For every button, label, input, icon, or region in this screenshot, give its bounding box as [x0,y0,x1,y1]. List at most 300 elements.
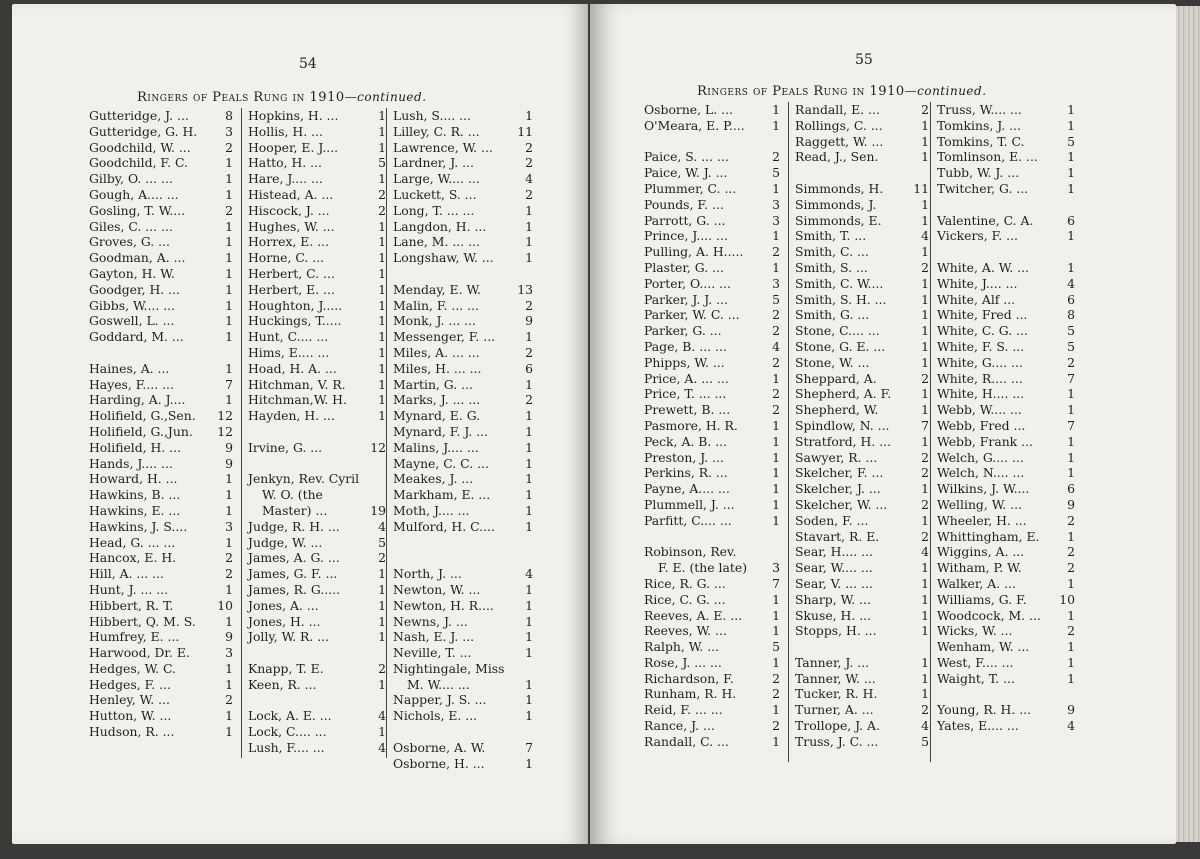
peal-count: 8 [225,108,233,123]
peal-count: 2 [1067,544,1075,560]
ringer-name: Valentine, C. A. [937,212,1034,228]
peal-count: 1 [921,133,929,149]
ringer-column-2 [788,102,929,762]
peal-count: 5 [921,733,929,749]
ringer-entry [393,629,533,645]
ringer-name: White, J.... ... [937,275,1018,291]
section-gap [937,197,1075,213]
ringer-entry [795,655,929,671]
ringer-name: Neville, T. ... [393,645,472,661]
ringer-name: Rice, C. G. ... [644,591,726,607]
ringer-entry [795,228,929,244]
peal-count: 1 [921,433,929,449]
ringer-name: White, A. W. ... [937,259,1029,275]
ringer-entry [644,671,780,687]
peal-count: 2 [772,149,780,165]
peal-count: 1 [225,676,233,692]
peal-count: 2 [921,465,929,481]
ringer-name: Hawkins, B. ... [89,487,181,503]
ringer-name: Osborne, A. W. [393,739,486,755]
ringer-entry [89,250,233,266]
ringer-entry [89,155,233,171]
ringer-name: Hiscock, J. ... [248,202,330,218]
ringer-name: Hughes, W. ... [248,218,335,234]
ringer-name: Goodchild, F. C. [89,155,188,171]
ringer-entry [795,592,929,608]
ringer-name: Hutton, W. ... [89,708,172,724]
ringer-name: Pounds, F. ... [644,196,724,212]
peal-count: 2 [772,686,780,702]
ringer-entry [644,513,780,529]
ringer-entry [644,544,780,576]
ringer-name: Plummell, J. ... [644,496,735,512]
ringer-entry [644,702,780,718]
ringer-name: Hancox, E. H. [89,550,177,566]
ringer-entry [795,134,929,150]
ringer-entry [644,149,780,165]
peal-count: 1 [378,724,386,740]
ringer-entry [248,329,386,345]
ringer-entry [248,234,386,250]
section-gap [795,639,929,655]
peal-count: 1 [921,212,929,228]
ringer-name: Houghton, J..... [248,297,343,313]
ringer-entry [89,282,233,298]
ringer-name: Hollis, H. ... [248,123,323,139]
ringer-entry [795,323,929,339]
peal-count: 1 [772,180,780,196]
ringer-entry [795,544,929,560]
ringer-name: Humfrey, E. ... [89,629,180,645]
ringer-entry [89,566,233,582]
peal-count: 1 [225,218,233,234]
ringer-name: Histead, A. ... [248,186,334,202]
ringer-name: Jones, H. ... [248,613,321,629]
peal-count: 2 [772,354,780,370]
ringer-name: Tomlinson, E. ... [937,149,1038,165]
ringer-entry [644,276,780,292]
ringer-name: Gibbs, W.... ... [89,297,176,313]
ringer-entry [795,671,929,687]
ringer-entry [644,371,780,387]
ringer-name: Lilley, C. R. ... [393,123,480,139]
peal-count: 2 [525,139,533,155]
ringer-entry [937,228,1075,244]
ringer-entry [393,234,533,250]
ringer-entry [248,740,386,756]
ringer-entry [795,465,929,481]
page-title-main: Ringers of Peals Rung in 1910 [137,90,345,105]
ringer-entry [89,724,233,740]
peal-count: 7 [1067,417,1075,433]
ringer-name: Woodcock, M. ... [937,607,1041,623]
ringer-name-continued: W. O. (the [262,487,323,503]
ringer-entry [795,686,929,702]
peal-count: 1 [525,487,533,503]
peal-count: 1 [525,597,533,613]
ringer-name: Hunt, J. ... ... [89,581,169,597]
ringer-entry [248,124,386,140]
ringer-entry [393,282,533,298]
peal-count: 5 [772,165,780,181]
ringer-name: Wilkins, J. W.... [937,481,1030,497]
ringer-entry [644,102,780,118]
ringer-name: Hare, J.... ... [248,171,323,187]
ringer-name: Simmonds, E. [795,212,882,228]
peal-count: 1 [1067,402,1075,418]
peal-count: 1 [921,670,929,686]
peal-count: 1 [772,623,780,639]
ringer-name: Sawyer, R. ... [795,449,878,465]
ringer-entry [644,402,780,418]
ringer-entry [248,708,386,724]
ringer-entry [393,456,533,472]
ringer-entry [644,655,780,671]
ringer-name: Wheeler, H. ... [937,512,1027,528]
ringer-name: Hibbert, Q. M. S. [89,613,196,629]
ringer-entry [393,582,533,598]
ringer-entry [89,629,233,645]
ringer-entry [89,313,233,329]
ringer-name: West, F.... ... [937,654,1014,670]
ringer-name: Witham, P. W. [937,560,1022,576]
ringer-name: Hooper, E. J.... [248,139,339,155]
ringer-name: Paice, S. ... ... [644,149,729,165]
ringer-entry [393,566,533,582]
peal-count: 7 [921,417,929,433]
peal-count: 1 [378,344,386,360]
ringer-name: Walker, A. ... [937,575,1016,591]
ringer-name: Shepherd, A. F. [795,386,892,402]
ringer-name: Truss, W.... ... [937,102,1022,117]
section-gap [393,550,533,566]
ringer-name: Jenkyn, Rev. Cyril [248,471,360,487]
section-gap [795,165,929,181]
peal-count: 3 [772,196,780,212]
ringer-entry [248,535,386,551]
ringer-name: Read, J., Sen. [795,149,879,165]
ringer-entry [644,418,780,434]
peal-count: 3 [225,518,233,534]
ringer-entry [248,171,386,187]
peal-count: 5 [378,534,386,550]
ringer-name: Moth, J.... ... [393,502,470,518]
ringer-name: Webb, Frank ... [937,433,1033,449]
ringer-entry [248,408,386,424]
peal-count: 1 [921,686,929,702]
ringer-name: North, J. ... [393,566,462,582]
ringer-entry [393,171,533,187]
peal-count: 1 [921,307,929,323]
ringer-entry [795,576,929,592]
peal-count: 1 [225,297,233,313]
peal-count: 1 [525,502,533,518]
peal-count: 1 [921,654,929,670]
ringer-entry [89,392,233,408]
peal-count: 1 [921,591,929,607]
ringer-entry [937,134,1075,150]
ringer-entry [795,513,929,529]
ringer-name: Smith, C. W.... [795,275,884,291]
peal-count: 1 [378,313,386,329]
peal-count: 1 [525,629,533,645]
ringer-name: Wenham, W. ... [937,639,1030,655]
ringer-entry [393,345,533,361]
page-number: 54 [299,56,317,72]
peal-count: 1 [921,323,929,339]
ringer-entry [248,598,386,614]
ringer-entry [795,244,929,260]
peal-count: 1 [1067,639,1075,655]
ringer-entry [937,639,1075,655]
ringer-name: Long, T. ... ... [393,202,475,218]
peal-count: 1 [1067,180,1075,196]
ringer-name: Stopps, H. ... [795,623,877,639]
ringer-name: Waight, T. ... [937,670,1015,686]
ringer-name: Herbert, E. ... [248,281,335,297]
peal-count: 7 [772,575,780,591]
ringer-entry [795,481,929,497]
ringer-entry [644,497,780,513]
ringer-name: Shepherd, W. [795,402,879,418]
ringer-name: Goddard, M. ... [89,329,184,345]
peal-count: 1 [225,724,233,740]
ringer-entry [937,149,1075,165]
section-gap [937,244,1075,260]
ringer-entry [248,345,386,361]
ringer-name: Monk, J. ... ... [393,313,476,329]
peal-count: 1 [921,244,929,260]
ringer-name: Nichols, E. ... [393,708,478,724]
ringer-entry [248,282,386,298]
ringer-entry [393,424,533,440]
ringer-name: Parfitt, C.... ... [644,512,732,528]
ringer-name: Perkins, R. ... [644,465,728,481]
ringer-name-continued: Master) ... [262,502,328,518]
peal-count: 2 [921,528,929,544]
ringer-name: Richardson, F. [644,670,734,686]
peal-count: 3 [772,275,780,291]
ringer-name: Lardner, J. ... [393,155,474,171]
ringer-entry [937,465,1075,481]
ringer-entry [795,402,929,418]
ringer-entry [393,361,533,377]
ringer-name: Longshaw, W. ... [393,250,494,266]
peal-count: 4 [525,566,533,582]
peal-count: 1 [525,202,533,218]
ringer-name: Stavart, R. E. [795,528,880,544]
ringer-name: Randall, E. ... [795,102,880,117]
ringer-name: Tubb, W. J. ... [937,165,1020,181]
peal-count: 2 [525,392,533,408]
ringer-entry [937,623,1075,639]
section-gap [89,345,233,361]
ringer-entry [393,708,533,724]
ringer-name: Jolly, W. R. ... [248,629,330,645]
ringer-entry [89,234,233,250]
ringer-entry [795,450,929,466]
ringer-name: Raggett, W. ... [795,133,884,149]
ringer-entry [795,149,929,165]
peal-count: 4 [772,338,780,354]
peal-count: 1 [378,297,386,313]
ringer-name: Mayne, C. C. ... [393,455,489,471]
ringer-entry [644,244,780,260]
ringer-name: Parker, G. ... [644,323,722,339]
ringer-entry [937,386,1075,402]
peal-count: 1 [772,512,780,528]
ringer-name: Hedges, W. C. [89,660,176,676]
ringer-name: Luckett, S. ... [393,186,477,202]
ringer-name: Sheppard, A. [795,370,877,386]
ringer-name: Reid, F. ... ... [644,702,723,718]
ringer-column-2 [241,108,386,758]
peal-count: 1 [921,196,929,212]
ringer-entry [937,102,1075,118]
ringer-name: Goswell, L. ... [89,313,175,329]
ringer-entry [937,702,1075,718]
peal-count: 1 [921,607,929,623]
ringer-entry [937,434,1075,450]
peal-count: 1 [1067,386,1075,402]
ringer-entry [795,371,929,387]
ringer-entry [248,677,386,693]
ringer-name: Skuse, H. ... [795,607,872,623]
ringer-name: Williams, G. F. [937,591,1027,607]
peal-count: 1 [225,155,233,171]
peal-count: 1 [1067,117,1075,133]
peal-count: 1 [1067,670,1075,686]
ringer-entry [393,124,533,140]
peal-count: 1 [225,250,233,266]
peal-count: 1 [525,250,533,266]
ringer-entry [393,187,533,203]
ringer-name: White, R.... ... [937,370,1023,386]
ringer-name: Tanner, J. ... [795,654,870,670]
peal-count: 5 [1067,133,1075,149]
ringer-entry [937,671,1075,687]
peal-count: 11 [913,180,929,196]
ringer-entry [795,181,929,197]
peal-count: 11 [517,123,533,139]
ringer-name: Preston, J. ... [644,449,724,465]
ringer-entry [644,434,780,450]
peal-count: 1 [1067,228,1075,244]
ringer-name: Sear, W.... ... [795,560,873,576]
ringer-entry [795,702,929,718]
peal-count: 12 [217,423,233,439]
ringer-name: White, G.... ... [937,354,1023,370]
ringer-name: Huckings, T..... [248,313,342,329]
peal-count: 1 [772,433,780,449]
ringer-entry [937,165,1075,181]
ringer-entry [248,155,386,171]
ringer-entry [248,440,386,456]
ringer-name: Stone, G. E. ... [795,338,886,354]
page-title-main: Ringers of Peals Rung in 1910 [697,84,905,99]
ringer-entry [795,560,929,576]
ringer-entry [89,124,233,140]
ringer-entry [795,339,929,355]
ringer-name: Knapp, T. E. [248,660,324,676]
ringer-column-1 [89,108,233,740]
ringer-name: Whittingham, E. [937,528,1040,544]
peal-count: 3 [225,645,233,661]
ringer-entry [248,392,386,408]
peal-count: 4 [525,171,533,187]
peal-count: 2 [225,139,233,155]
peal-count: 9 [225,629,233,645]
peal-count: 3 [225,123,233,139]
peal-count: 1 [772,591,780,607]
ringer-name: Twitcher, G. ... [937,180,1029,196]
ringer-entry [248,361,386,377]
ringer-entry [248,313,386,329]
ringer-name: Robinson, Rev. [644,544,737,560]
ringer-name: Payne, A.... ... [644,481,730,497]
right-page [590,4,1176,844]
ringer-entry [248,266,386,282]
peal-count: 1 [225,534,233,550]
ringer-entry [644,686,780,702]
peal-count: 3 [772,560,780,576]
ringer-entry [937,323,1075,339]
ringer-entry [937,608,1075,624]
peal-count: 1 [378,376,386,392]
peal-count: 1 [772,102,780,117]
ringer-name: Smith, S. ... [795,259,868,275]
ringer-entry [89,440,233,456]
peal-count: 1 [225,329,233,345]
ringer-name: Rance, J. ... [644,718,715,734]
ringer-entry [393,661,533,693]
page-title [137,90,427,105]
ringer-name: Newton, H. R.... [393,597,494,613]
peal-count: 1 [225,360,233,376]
peal-count: 2 [921,449,929,465]
ringer-name: Hudson, R. ... [89,724,175,740]
peal-count: 1 [772,702,780,718]
peal-count: 1 [225,171,233,187]
peal-count: 1 [525,645,533,661]
peal-count: 1 [378,265,386,281]
peal-count: 1 [772,465,780,481]
ringer-entry [937,481,1075,497]
ringer-name: Holifield, H. ... [89,439,182,455]
peal-count: 1 [525,329,533,345]
peal-count: 4 [1067,275,1075,291]
ringer-name: Lush, F.... ... [248,739,325,755]
ringer-entry [644,386,780,402]
ringer-name: Stone, W. ... [795,354,870,370]
ringer-name: Skelcher, W. ... [795,496,888,512]
ringer-name: Hayes, F.... ... [89,376,174,392]
peal-count: 8 [1067,307,1075,323]
ringer-name: Harwood, Dr. E. [89,645,190,661]
ringer-entry [644,181,780,197]
ringer-name: White, F. S. ... [937,338,1025,354]
peal-count: 1 [378,171,386,187]
ringer-name: Irvine, G. ... [248,439,323,455]
ringer-name: Messenger, F. ... [393,329,496,345]
peal-count: 1 [772,481,780,497]
ringer-name: Hands, J.... ... [89,455,173,471]
ringer-entry [795,292,929,308]
peal-count: 2 [1067,354,1075,370]
ringer-entry [393,250,533,266]
ringer-name: Lane, M. ... ... [393,234,480,250]
peal-count: 1 [525,676,533,692]
